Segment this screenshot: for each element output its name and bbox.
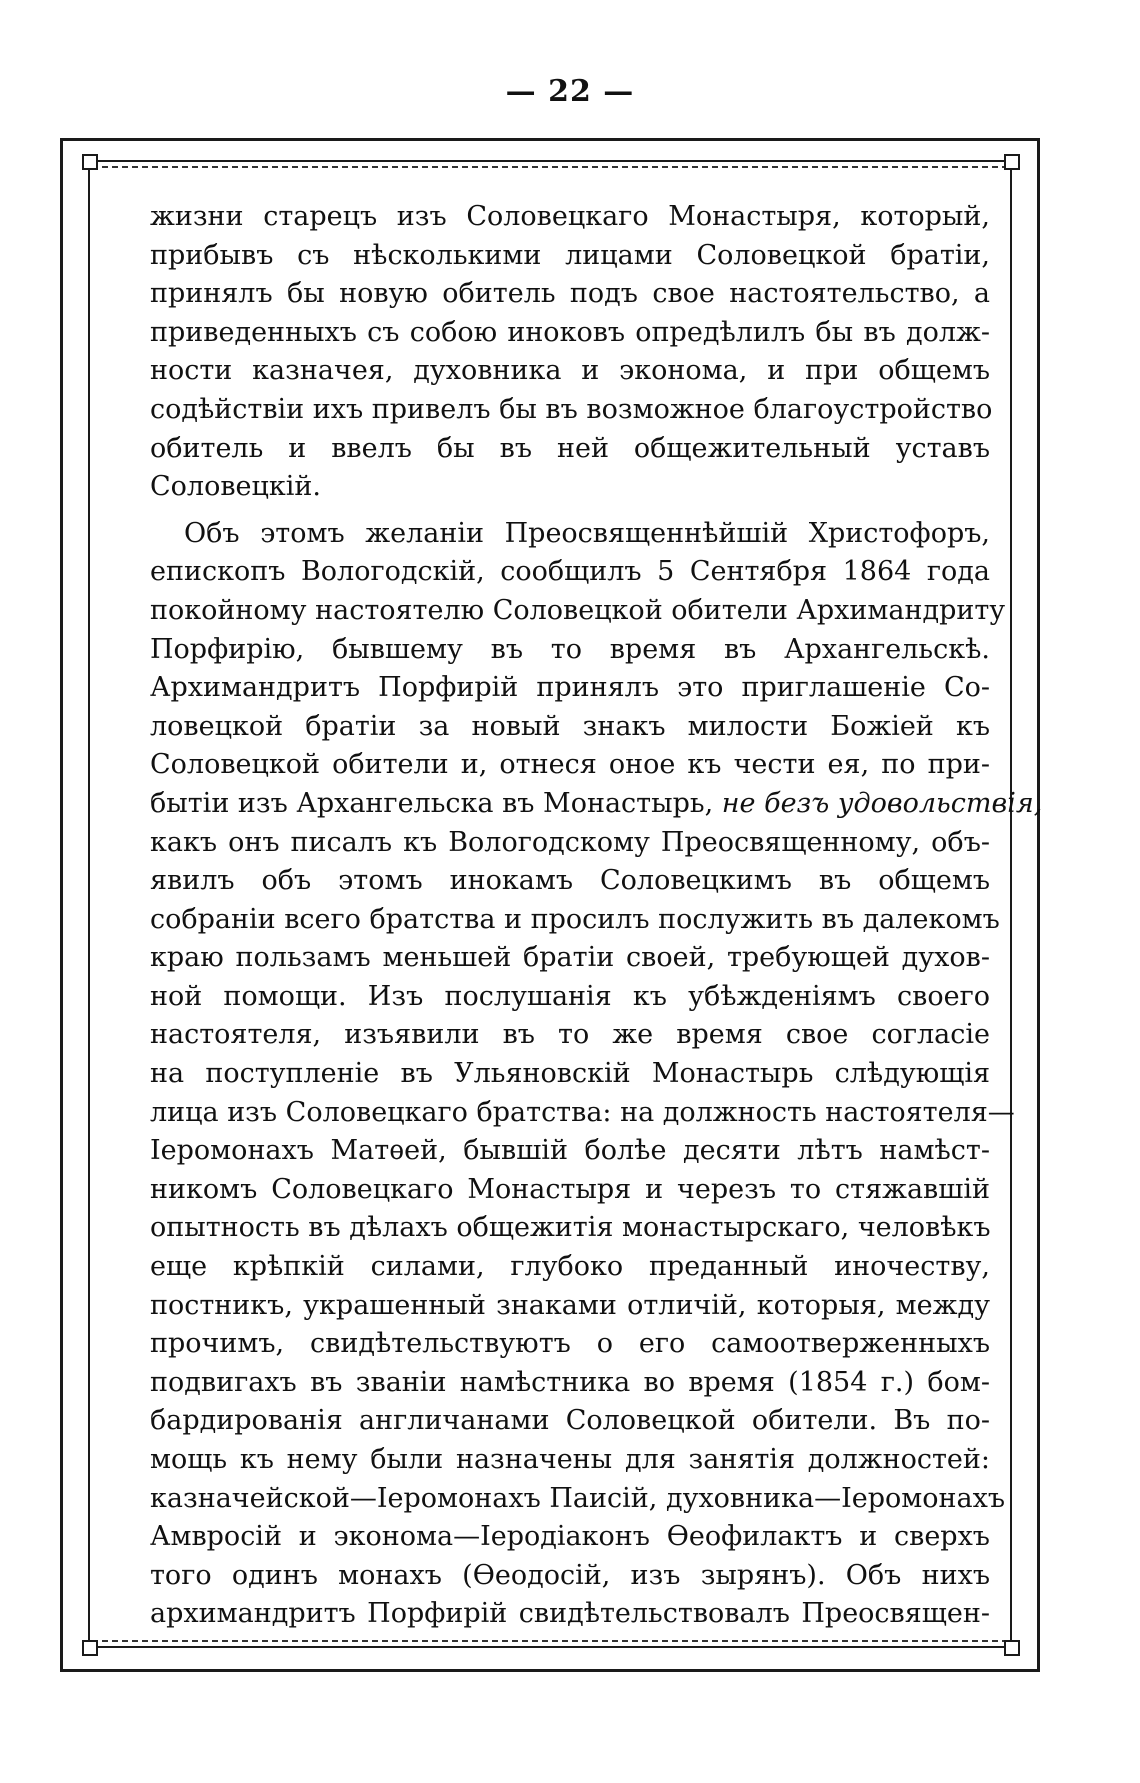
- text-line: подвигахъ въ званіи намѣстника во время (1854 г.) бом-: [150, 1366, 990, 1398]
- text-line: опытность въ дѣлахъ общежитія монастырскаго, человѣкъ: [150, 1212, 991, 1244]
- text-line: лица изъ Соловецкаго братства: на должность настоятеля—: [150, 1096, 1015, 1128]
- text-line: прибывъ съ нѣсколькими лицами Соловецкой братіи,: [150, 239, 990, 271]
- page-number: — 22 —: [505, 74, 635, 109]
- text-line: Соловецкій.: [150, 471, 321, 503]
- text-line: прочимъ, свидѣтельствуютъ о его самоотверженныхъ: [150, 1328, 990, 1360]
- text-line: епископъ Вологодскій, сообщилъ 5 Сентября 1864 года: [150, 556, 990, 588]
- paragraph-1: [150, 198, 993, 507]
- text-line: никомъ Соловецкаго Монастыря и черезъ то стяжавшій: [150, 1173, 990, 1205]
- text-line: содѣйствіи ихъ привелъ бы въ возможное благоустройство: [150, 393, 993, 425]
- text-line-with-emphasis: [150, 785, 1043, 824]
- text-line: явилъ объ этомъ инокамъ Соловецкимъ въ общемъ: [150, 865, 990, 897]
- text-line: мощь къ нему были назначены для занятія должностей:: [150, 1444, 990, 1475]
- text-line: Порфирію, бывшему въ то время въ Архангельскѣ.: [150, 633, 990, 665]
- text-line: какъ онъ писалъ къ Вологодскому Преосвященному, объ-: [150, 826, 990, 858]
- text-line: того одинъ монахъ (Ѳеодосій, изъ зырянъ). Объ нихъ: [150, 1559, 990, 1591]
- text-line: Объ этомъ желаніи Преосвященнѣйшій Христофоръ,: [184, 517, 990, 549]
- text-line: еще крѣпкій силами, глубоко преданный иночеству,: [150, 1251, 990, 1283]
- paragraph-2: [150, 515, 1043, 1634]
- text-line: жизни старецъ изъ Соловецкаго Монастыря, который,: [150, 201, 990, 232]
- text-line: собраніи всего братства и просилъ послужить въ далекомъ: [150, 903, 1000, 935]
- text-line: архимандритъ Порфирій свидѣтельствовалъ Преосвящен-: [150, 1598, 990, 1630]
- text-line: покойному настоятелю Соловецкой обители Архимандриту: [150, 594, 1006, 626]
- text-line: ловецкой братіи за новый знакъ милости Божіей къ: [150, 710, 990, 742]
- text-line: Іеромонахъ Матѳей, бывшій болѣе десяти лѣтъ намѣст-: [150, 1135, 990, 1167]
- text-line: краю пользамъ меньшей братіи своей, требующей духов-: [150, 942, 990, 974]
- italic-phrase: не безъ удовольствія,: [721, 787, 1043, 819]
- text-segment: бытіи изъ Архангельска въ Монастырь,: [150, 787, 714, 819]
- text-line: Архимандритъ Порфирій принялъ это приглашеніе Со-: [150, 672, 990, 704]
- text-line: Соловецкой обители и, отнеся оное къ чести ея, по при-: [150, 749, 990, 781]
- corner-ornament: [82, 1640, 98, 1656]
- corner-ornament: [1004, 1640, 1020, 1656]
- text-line: на поступленіе въ Ульяновскій Монастырь слѣдующія: [150, 1058, 990, 1090]
- border-ornament-bottom: [92, 1640, 1008, 1642]
- text-line: обитель и ввелъ бы въ ней общежительный уставъ: [150, 432, 990, 464]
- text-line: бардированія англичанами Соловецкой обители. Въ по-: [150, 1405, 990, 1437]
- text-line: казначейской—Іеромонахъ Паисій, духовника—Іеромонахъ: [150, 1482, 1006, 1514]
- text-line: приведенныхъ съ собою иноковъ опредѣлилъ бы въ долж-: [150, 316, 990, 348]
- text-line: ной помощи. Изъ послушанія къ убѣжденіямъ своего: [150, 980, 990, 1012]
- body-text: [150, 198, 1043, 1634]
- corner-ornament: [82, 154, 98, 170]
- text-line: Амвросій и эконома—Іеродіаконъ Ѳеофилактъ и сверхъ: [150, 1521, 990, 1553]
- corner-ornament: [1004, 154, 1020, 170]
- text-line: постникъ, украшенный знаками отличій, которыя, между: [150, 1289, 990, 1321]
- border-ornament-top: [92, 166, 1008, 168]
- text-line: ности казначея, духовника и эконома, и при общемъ: [150, 355, 990, 387]
- text-line: настоятеля, изъявили въ то же время свое согласіе: [150, 1019, 990, 1051]
- text-line: принялъ бы новую обитель подъ свое настоятельство, а: [150, 278, 990, 310]
